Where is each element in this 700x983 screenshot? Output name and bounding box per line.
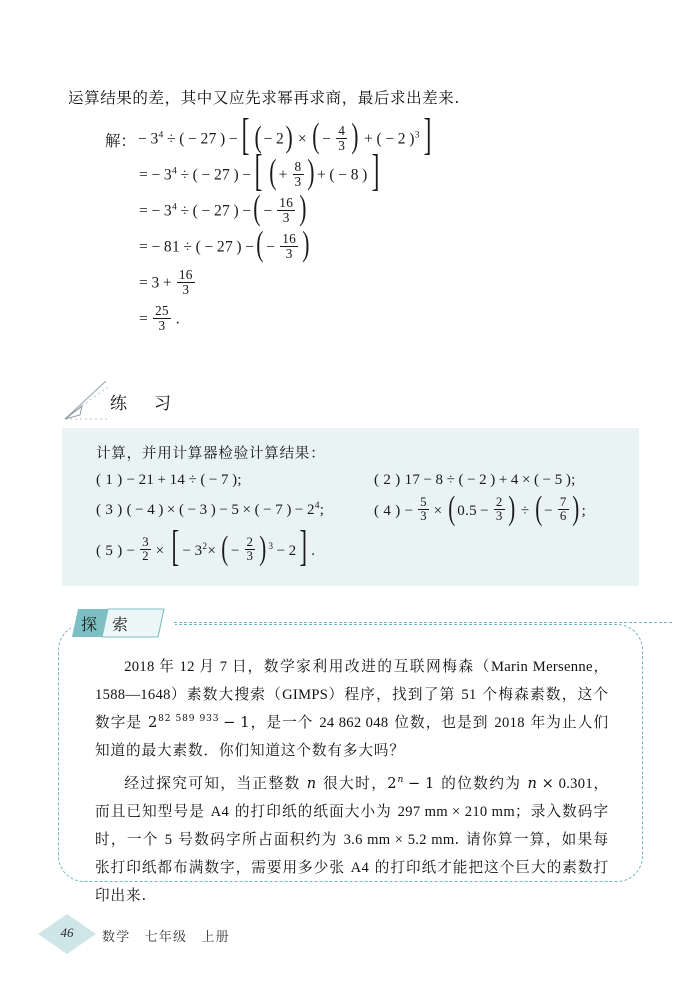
mersenne-digit-count: 24 862 048 bbox=[319, 715, 389, 731]
exercise-heading bbox=[62, 379, 312, 423]
paper-size: 297 mm × 210 mm bbox=[397, 804, 515, 820]
pencil-icon bbox=[62, 379, 110, 423]
solution-line-1 bbox=[105, 108, 525, 159]
solution-line-6 bbox=[105, 302, 525, 338]
solution-expression-3: = − $3^4$ ÷ ( − 27 ) −( − $\frac{16}{3}$ ) bbox=[139, 188, 307, 228]
problem-number-4: ( 4 ) bbox=[374, 503, 401, 520]
problem-body-3: ( − 4 ) × ( − 3 ) − 5 × ( − 7 ) − $2^4$; bbox=[126, 501, 325, 518]
problem-body-1: − 21 + 14 ÷ ( − 7 ); bbox=[126, 472, 242, 488]
exercise-problem-2 bbox=[374, 472, 576, 489]
exercise-problem-3 bbox=[96, 502, 324, 519]
font-number: 5 bbox=[164, 832, 173, 848]
exercise-title: 练 习 bbox=[110, 394, 176, 414]
problem-body-4: − $\frac{5}{3}$ × ( 0.5 − $\frac{2}{3}$ ) ÷ ( − $\frac{7}{6}$ ) ; bbox=[404, 489, 587, 527]
problem-number-5: ( 5 ) bbox=[96, 543, 123, 560]
solution-line-5 bbox=[105, 266, 525, 302]
page-number: 46 bbox=[60, 925, 74, 940]
badge-label-left: 探 bbox=[81, 615, 98, 634]
paper-model: A4 bbox=[210, 804, 230, 820]
solution-expression-1: − $3^4$ ÷ ( − 27 ) −[ (− 2) × ( − $\frac{4}{3}$ ) + ( − 2 )$^3$] bbox=[138, 108, 432, 159]
exercise-problem-5 bbox=[96, 522, 316, 571]
paper-model-2: A4 bbox=[350, 860, 370, 876]
gimps-program: GIMPS bbox=[282, 687, 329, 703]
exercise-box bbox=[62, 428, 639, 586]
problem-number-2: ( 2 ) bbox=[374, 472, 401, 488]
solution-expression-4: = − 81 ÷ ( − 27 ) −( − $\frac{16}{3}$ ) bbox=[139, 224, 310, 264]
page-footer bbox=[36, 912, 436, 958]
badge-divider-rule bbox=[174, 622, 672, 623]
exploration-box bbox=[58, 624, 643, 904]
solution-expression-2: = − $3^4$ ÷ ( − 27 ) −[ ( + $\frac{8}{3}$ ) + ( − 8 )] bbox=[139, 144, 380, 195]
mersenne-person-name: Marin Mersenne bbox=[490, 659, 593, 675]
solution-line-3 bbox=[105, 188, 525, 230]
mersenne-year: 2018 bbox=[494, 715, 525, 731]
badge-label-right: 索 bbox=[112, 615, 129, 634]
solution-expression-6: = $\frac{25}{3}$ . bbox=[139, 303, 180, 333]
mersenne-date: 2018 年 12 月 7 日 bbox=[124, 659, 248, 675]
glyph-size: 3.6 mm × 5.2 mm bbox=[343, 832, 455, 848]
problem-body-2: 17 − 8 ÷ ( − 2 ) + 4 × ( − 5 ); bbox=[404, 472, 576, 488]
footer-title: 数学 七年级 上册 bbox=[102, 930, 230, 945]
mersenne-exponent: 82 589 933 bbox=[158, 714, 220, 725]
intro-paragraph: 运算结果的差，其中又应先求幂再求商，最后求出差来. bbox=[68, 89, 460, 107]
exploration-paragraph-1: 2018 年 12 月 7 日，数学家利用改进的互联网梅森（Marin Mersenne，1588—1648）素数大搜索（GIMPS）程序，找到了第 51 个梅森素数，这个数字是 $2^{82 589 933} - 1$，是一个 24 862 048 位数，也是到 2018 年为止人们知道的最大素数．你们知道这个数有多大吗？ bbox=[95, 658, 609, 759]
solution-expression-5: = 3 + $\frac{16}{3}$ bbox=[139, 267, 193, 297]
exploration-body bbox=[95, 653, 609, 915]
problem-number-3: ( 3 ) bbox=[96, 502, 123, 518]
solution-line-4 bbox=[105, 224, 525, 266]
log2-constant: 0.301 bbox=[558, 776, 593, 792]
worked-solution bbox=[105, 108, 525, 338]
problem-body-5: − $\frac{3}{2}$ × [ − $3^2\times$ ( − $\frac{2}{3}$ ) $^3$ − 2] . bbox=[126, 522, 316, 571]
exercise-problem-4 bbox=[374, 489, 587, 527]
exploration-paragraph-2: 经过探究可知，当正整数 n 很大时，$2^n - 1$ 的位数约为 n × 0.301，而且已知型号是 A4 的打印纸的纸面大小为 297 mm × 210 mm；录入数码字时，一个 5 号数码字所占面积约为 3.6 mm × 5.2 mm. 请你算一算，如果每张打印纸都布满数字，需要用多少张 A4 的打印纸才能把这个巨大的素数打印出来. bbox=[95, 775, 610, 904]
mersenne-index: 51 bbox=[461, 687, 477, 703]
solution-label: 解： bbox=[105, 132, 137, 150]
solution-line-2 bbox=[105, 144, 525, 195]
exercise-intro: 计算，并用计算器检验计算结果： bbox=[96, 446, 326, 462]
exercise-problem-1 bbox=[96, 472, 242, 489]
problem-number-1: ( 1 ) bbox=[96, 472, 123, 488]
mersenne-person-years: 1588—1648 bbox=[95, 687, 171, 703]
